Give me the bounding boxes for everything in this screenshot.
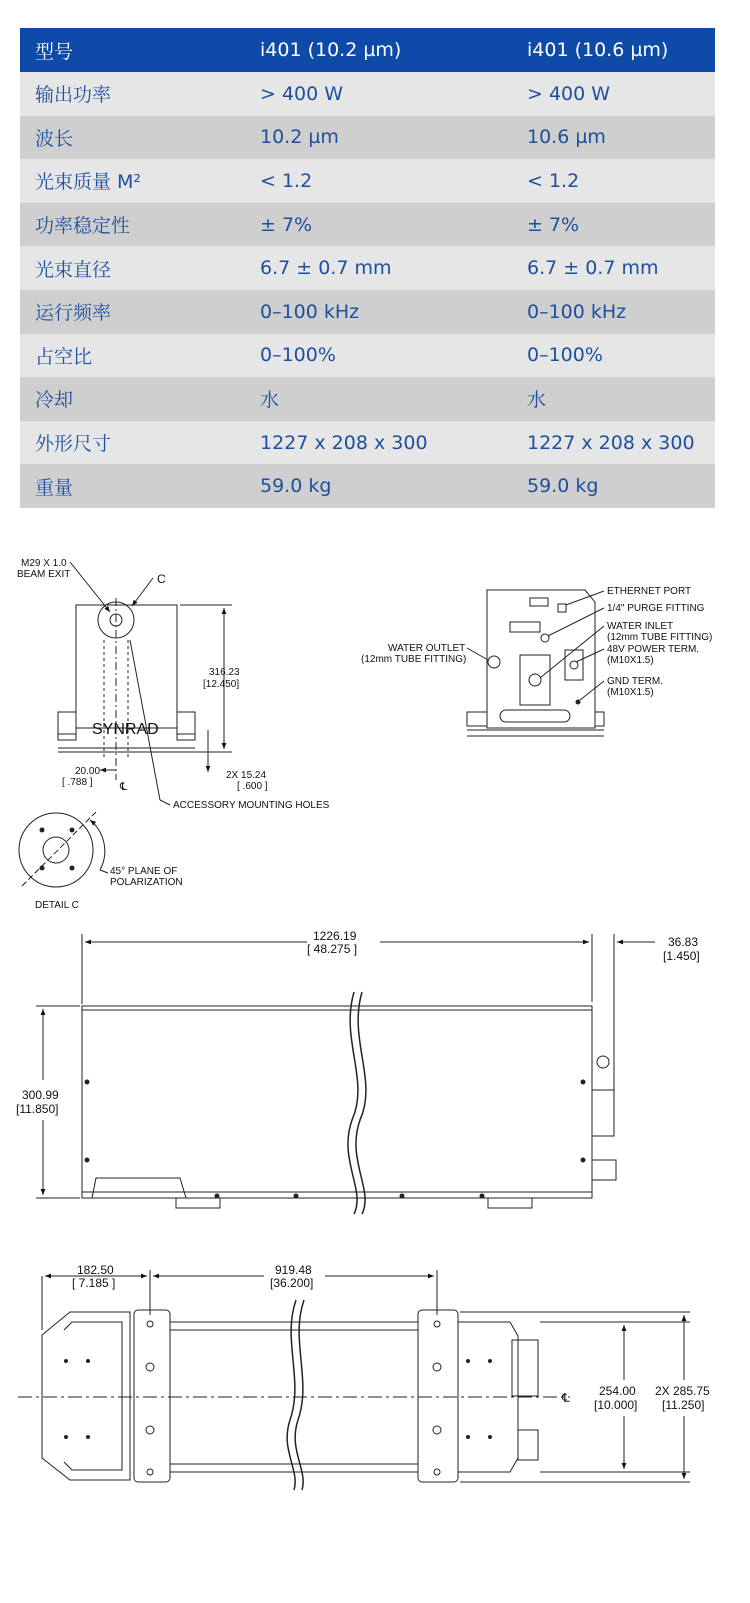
top-view xyxy=(18,1270,690,1490)
row-label: 波长 xyxy=(35,127,74,150)
table-row xyxy=(20,290,715,334)
front-centerline-symbol: ℄ xyxy=(120,781,128,793)
front-height-in: [12.450] xyxy=(203,679,240,690)
row-value-10-6: 水 xyxy=(527,389,547,412)
purge-fitting xyxy=(541,634,549,642)
accessory-leader xyxy=(130,640,160,800)
top-b-mm: 919.48 xyxy=(275,1263,312,1277)
row-value-10-6: > 400 W xyxy=(527,82,611,105)
table-row xyxy=(20,159,715,203)
detail-c-leader xyxy=(132,578,153,606)
power-term-sub: (M10X1.5) xyxy=(607,655,654,666)
top-end-left xyxy=(42,1312,130,1480)
row-label: 光束直径 xyxy=(35,258,112,281)
detail-c-view xyxy=(19,812,108,887)
technical-drawing xyxy=(0,540,750,1603)
side-length-in: [ 48.275 ] xyxy=(307,942,358,956)
row-value-10-6: 0–100% xyxy=(527,344,603,367)
table-row xyxy=(20,334,715,378)
ethernet-connector xyxy=(530,598,548,606)
top-a-in: [ 7.185 ] xyxy=(72,1276,116,1290)
row-value-10-6: 10.6 µm xyxy=(527,126,606,149)
top-c-in: [10.000] xyxy=(594,1398,638,1412)
table-row xyxy=(20,377,715,421)
gnd-term-label: GND TERM. xyxy=(607,676,663,687)
purge-fitting-label: 1/4" PURGE FITTING xyxy=(607,603,705,614)
water-outlet-sub: (12mm TUBE FITTING) xyxy=(361,654,467,665)
water-outlet-label: WATER OUTLET xyxy=(388,643,466,654)
front-holes-in: [ .600 ] xyxy=(237,781,268,792)
top-bracket-left xyxy=(134,1310,170,1482)
side-view xyxy=(36,934,655,1214)
ethernet-port-label: ETHERNET PORT xyxy=(607,586,692,597)
row-value-10-2: 水 xyxy=(260,389,280,412)
water-outlet xyxy=(488,656,500,668)
rear-panel xyxy=(520,655,550,705)
table-row xyxy=(20,421,715,465)
row-value-10-6: 6.7 ± 0.7 mm xyxy=(527,257,659,280)
table-row xyxy=(20,72,715,116)
front-offset-mm: 20.00 xyxy=(75,766,101,777)
spec-table xyxy=(20,28,715,508)
side-fitting xyxy=(597,1056,609,1068)
row-label: 功率稳定性 xyxy=(35,215,131,238)
brand-logo: SYNRAD xyxy=(92,721,159,738)
beam-exit-label: BEAM EXIT xyxy=(17,569,71,580)
row-value-10-2: 6.7 ± 0.7 mm xyxy=(260,257,392,280)
row-value-10-6: < 1.2 xyxy=(527,169,580,192)
header-model: 型号 xyxy=(35,40,74,63)
row-label: 占空比 xyxy=(35,345,93,368)
top-d-in: [11.250] xyxy=(662,1398,705,1412)
row-value-10-2: < 1.2 xyxy=(260,169,313,192)
row-label: 光束质量 M² xyxy=(35,171,142,194)
table-row xyxy=(20,246,715,290)
row-label: 冷却 xyxy=(35,389,74,412)
detail-c-flange xyxy=(19,813,93,887)
side-break-line xyxy=(348,992,358,1214)
top-c-mm: 254.00 xyxy=(599,1384,636,1398)
row-value-10-2: > 400 W xyxy=(260,82,344,105)
water-inlet-sub: (12mm TUBE FITTING) xyxy=(607,632,713,643)
polarization-line2: POLARIZATION xyxy=(110,877,183,888)
side-end-in: [1.450] xyxy=(663,949,700,963)
row-value-10-2: 59.0 kg xyxy=(260,475,332,498)
side-end-mm: 36.83 xyxy=(668,935,699,949)
row-label: 重量 xyxy=(35,476,74,499)
side-length-mm: 1226.19 xyxy=(313,929,357,943)
row-label: 输出功率 xyxy=(35,84,112,107)
row-value-10-2: 1227 x 208 x 300 xyxy=(260,431,428,454)
front-holes-mm: 2X 15.24 xyxy=(226,770,267,781)
table-row xyxy=(20,464,715,508)
water-inlet-label: WATER INLET xyxy=(607,621,674,632)
front-foot-left xyxy=(58,712,76,740)
row-value-10-2: 0–100 kHz xyxy=(260,300,360,323)
detail-marker-c: C xyxy=(157,572,166,586)
spec-table-header xyxy=(20,28,715,72)
side-height-mm: 300.99 xyxy=(22,1088,59,1102)
rear-housing xyxy=(487,590,595,728)
row-label: 外形尺寸 xyxy=(35,433,112,456)
front-housing xyxy=(76,605,177,728)
detail-c-label: DETAIL C xyxy=(35,900,79,911)
power-term-label: 48V POWER TERM. xyxy=(607,644,700,655)
front-foot-right xyxy=(177,712,195,740)
row-label: 运行频率 xyxy=(35,302,112,325)
top-d-mm: 2X 285.75 xyxy=(655,1384,710,1398)
header-col-10-6: i401 (10.6 µm) xyxy=(527,39,669,61)
rear-view xyxy=(467,590,604,736)
top-b-in: [36.200] xyxy=(270,1276,314,1290)
row-value-10-2: 10.2 µm xyxy=(260,126,339,149)
side-connector-box xyxy=(592,1090,614,1136)
power-terminal-box xyxy=(565,650,583,680)
header-col-10-2: i401 (10.2 µm) xyxy=(260,39,402,61)
accessory-mounting-label: ACCESSORY MOUNTING HOLES xyxy=(173,800,330,811)
side-handle xyxy=(92,1178,186,1198)
top-centerline-symbol: ℄ xyxy=(562,1391,570,1405)
water-inlet xyxy=(529,674,541,686)
gnd-terminal xyxy=(576,700,580,704)
front-height-mm: 316.23 xyxy=(209,667,240,678)
top-a-mm: 182.50 xyxy=(77,1263,114,1277)
beam-exit-thread: M29 X 1.0 xyxy=(21,558,67,569)
row-value-10-6: 1227 x 208 x 300 xyxy=(527,431,695,454)
polarization-plane xyxy=(22,812,96,886)
top-bracket-right xyxy=(418,1310,458,1482)
side-housing xyxy=(82,1006,592,1198)
side-height-in: [11.850] xyxy=(16,1102,59,1116)
rear-handle xyxy=(500,710,570,722)
row-value-10-6: ± 7% xyxy=(527,213,580,236)
row-value-10-6: 0–100 kHz xyxy=(527,300,627,323)
row-value-10-6: 59.0 kg xyxy=(527,475,599,498)
polarization-line1: 45° PLANE OF xyxy=(110,866,178,877)
table-row xyxy=(20,116,715,160)
gnd-term-sub: (M10X1.5) xyxy=(607,687,654,698)
table-row xyxy=(20,203,715,247)
row-value-10-2: 0–100% xyxy=(260,344,336,367)
top-break-line xyxy=(287,1300,296,1490)
row-value-10-2: ± 7% xyxy=(260,213,313,236)
front-offset-in: [ .788 ] xyxy=(62,777,93,788)
